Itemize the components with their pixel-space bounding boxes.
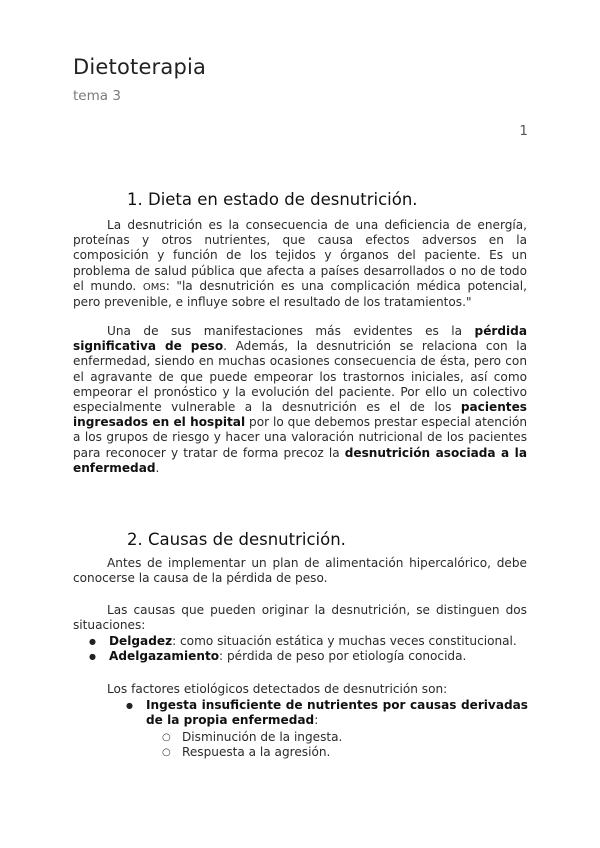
document-subtitle: tema 3 bbox=[73, 88, 121, 104]
oms-abbrev: OMS bbox=[142, 281, 166, 293]
bold-term: Ingesta insuficiente de nutrientes por causas derivadas de la propia enfermedad bbox=[146, 698, 528, 728]
bold-term: desnutrición asociada a la enfermedad bbox=[73, 445, 527, 475]
paragraph-text: . bbox=[155, 460, 160, 475]
bold-term: Adelgazamiento bbox=[109, 649, 220, 664]
bold-term: pacientes ingresados en el hospital bbox=[73, 400, 527, 430]
list-item-text: : como situación estática y muchas veces constitucional. bbox=[172, 634, 517, 648]
list-item: ○ Respuesta a la agresión. bbox=[146, 745, 526, 760]
list-item bbox=[110, 698, 528, 728]
page-number: 1 bbox=[519, 123, 528, 139]
section-heading-2: 2. Causas de desnutrición. bbox=[127, 530, 346, 549]
section-heading-1: 1. Dieta en estado de desnutrición. bbox=[127, 190, 418, 209]
paragraph-text: por lo que debemos prestar especial atención a los grupos de riesgo y hacer una valoración nutricional de los pacientes para reconocer y tratar de forma precoz la bbox=[73, 415, 528, 460]
paragraph-text: Las causas que pueden originar la desnutrición, se distinguen dos situaciones: bbox=[73, 603, 527, 633]
paragraph-manifestations bbox=[73, 324, 527, 476]
subfactors-list bbox=[146, 730, 526, 760]
list-item-text: : bbox=[314, 713, 319, 728]
paragraph-intro-causes bbox=[73, 556, 527, 586]
paragraph-text: : "la desnutrición es una complicación médica potencial, pero prevenible, e influye sobre el resultado de los tratamientos." bbox=[73, 278, 527, 310]
paragraph-definition bbox=[73, 218, 527, 310]
bold-term: pérdida significativa de peso bbox=[73, 324, 527, 354]
paragraph-text: Los factores etiológicos detectados de desnutrición son: bbox=[107, 682, 448, 696]
situations-list bbox=[73, 634, 527, 664]
paragraph-factors bbox=[73, 682, 527, 697]
document-title: Dietoterapia bbox=[73, 55, 207, 79]
paragraph-situations bbox=[73, 603, 527, 633]
paragraph-text: . Además, la desnutrición se relaciona con la enfermedad, siendo en muchas ocasiones consecuencia de ésta, pero con el agravante de que puede empeorar los trastornos iniciales, así como empeorar el pronóstico y la evolución del paciente. Por ello un colectivo especialmente vulnerable a la desnutrición es el de los bbox=[73, 339, 527, 415]
paragraph-text: La desnutrición es la consecuencia de una deficiencia de energía, proteínas y otros nutrientes, que causa efectos adversos en la composición y función de los tejidos y órganos del paciente. Es un problema de salud pública que afecta a países desarrollados o no de todo el mundo. bbox=[73, 218, 527, 293]
list-item bbox=[73, 649, 527, 664]
list-item bbox=[73, 634, 527, 649]
list-item-text: : pérdida de peso por etiología conocida. bbox=[219, 649, 467, 664]
factors-list bbox=[110, 698, 528, 728]
bold-term: Delgadez bbox=[109, 634, 173, 648]
list-item: ○ Disminución de la ingesta. bbox=[146, 730, 526, 745]
paragraph-text: Antes de implementar un plan de alimentación hipercalórico, debe conocerse la causa de la pérdida de peso. bbox=[73, 556, 527, 586]
paragraph-text: Una de sus manifestaciones más evidentes es la bbox=[107, 324, 475, 338]
